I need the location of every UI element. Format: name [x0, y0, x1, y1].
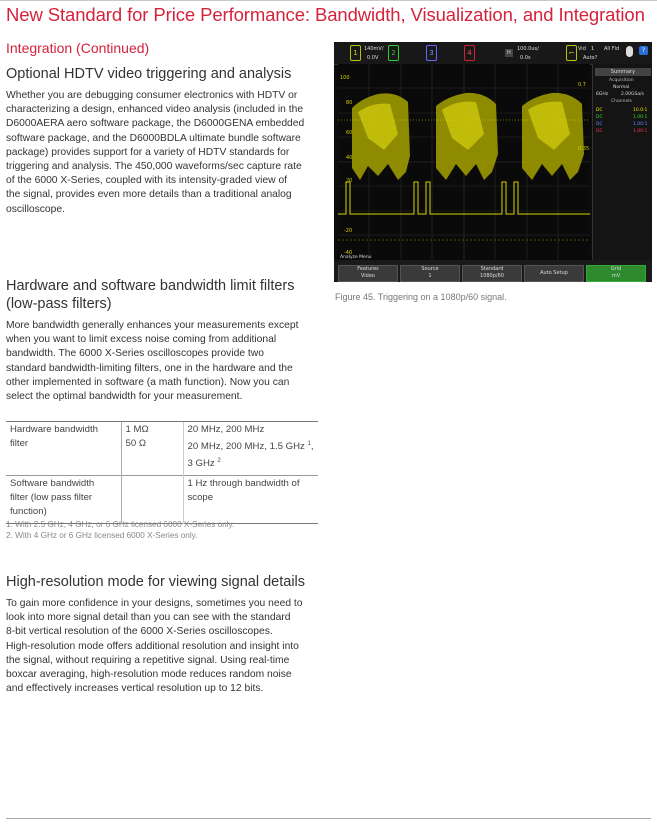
- table-cell: Hardware bandwidth filter: [6, 422, 121, 476]
- footnote: 2. With 4 GHz or 6 GHz licensed 6000 X-Series only.: [6, 531, 198, 540]
- trigger-channel: 1: [591, 46, 595, 52]
- y-tick: 60: [346, 130, 353, 136]
- ch-probe: 10.0:1: [633, 108, 648, 113]
- ch-coupling: DC: [596, 115, 603, 120]
- softkey-auto-setup: Auto Setup: [524, 265, 584, 282]
- text-line: bandwidth. The 6000 X-Series oscilloscopes provide two: [6, 348, 264, 360]
- table-cell: 1 MΩ 50 Ω: [121, 422, 183, 476]
- text-line: of the 6000 X-Series, coupled with its intensity-graded view of: [6, 175, 288, 187]
- top-rule: [0, 0, 657, 1]
- channel-4-box: 4: [464, 45, 475, 61]
- text-line: triggering and analysis. The 450,000 waveforms/sec capture rate: [6, 161, 302, 173]
- channel-1-box: 1: [350, 45, 361, 61]
- footnote: 1. With 2.5 GHz, 4 GHz, or 6 GHz licensed 6000 X-Series only.: [6, 520, 235, 529]
- heading-line: (low-pass filters): [6, 296, 112, 312]
- marker-label: 0.35: [578, 146, 590, 152]
- hires-heading: High-resolution mode for viewing signal details: [6, 574, 306, 590]
- y-tick: 40: [346, 155, 353, 161]
- ch-coupling: DC: [596, 122, 603, 127]
- acq-label: Acquisition: [609, 78, 634, 83]
- scope-side-panel: [592, 64, 652, 260]
- y-tick: 80: [346, 100, 353, 106]
- trigger-source: Vid: [578, 46, 586, 52]
- softkey-grid: Grid mV: [586, 265, 646, 282]
- acq-state: All Fld: [604, 46, 620, 52]
- table-cell: Software bandwidth filter (low pass filter function): [6, 476, 121, 524]
- ch-probe: 1.00:1: [633, 122, 648, 127]
- scope-top-bar: [334, 42, 652, 65]
- table-row: [6, 422, 318, 476]
- summary-button: Summary: [595, 68, 651, 76]
- bw-value: 6GHz: [596, 92, 609, 97]
- ch-coupling: DC: [596, 108, 603, 113]
- text-line: oscilloscope.: [6, 203, 65, 215]
- table-row: [6, 476, 318, 524]
- trigger-mode: Auto?: [583, 55, 598, 61]
- text-line: 8-bit vertical resolution of the 6000 X-Series oscilloscopes.: [6, 626, 273, 638]
- text-line: and effectively increases vertical resolution up to 12 bits.: [6, 683, 264, 695]
- help-icon: ?: [639, 46, 648, 55]
- footnotes: [6, 519, 234, 541]
- text-line: other implemented in software (a math function). Now you can: [6, 376, 290, 388]
- text-line: package) provides support for a variety of HDTV standards for: [6, 146, 290, 158]
- text-line: the signal, without requiring a repetitive signal. Using real-time: [6, 654, 290, 666]
- bottom-rule: [6, 818, 651, 819]
- acq-mode: Normal: [613, 85, 630, 90]
- scope-softkeys: [334, 260, 652, 282]
- text-line: select the optimal bandwidth for your measurement.: [6, 391, 243, 403]
- bandwidth-filter-table: [6, 421, 318, 524]
- microphone-icon: [626, 46, 633, 57]
- table-cell: 1 Hz through bandwidth of scope: [183, 476, 318, 524]
- srate-value: 2.00GSa/s: [621, 92, 644, 97]
- bandwidth-paragraph: [6, 319, 318, 404]
- y-tick: -40: [344, 250, 353, 256]
- ch-probe: 1.00:1: [633, 129, 648, 134]
- channel-2-box: 2: [388, 45, 399, 61]
- text-line: characterizing a design, enhanced video analysis (included in the: [6, 104, 304, 116]
- y-tick: 20: [346, 178, 353, 184]
- ch-probe: 1.00:1: [633, 115, 648, 120]
- softkey-features: Features Video: [338, 265, 398, 282]
- ch1-offset: 0.0V: [367, 55, 379, 61]
- text-line: Whether you are debugging consumer electronics with HDTV or: [6, 90, 298, 101]
- text-line: software package, and the D6000BDLA ultimate bundle software: [6, 132, 301, 144]
- figure-caption: Figure 45. Triggering on a 1080p/60 signal.: [335, 292, 507, 302]
- hdtv-heading: Optional HDTV video triggering and analysis: [6, 66, 292, 82]
- y-tick: -20: [344, 228, 353, 234]
- hires-paragraph: [6, 597, 318, 696]
- ch-coupling: DC: [596, 129, 603, 134]
- softkey-standard: Standard 1080p/60: [462, 265, 522, 282]
- delay: 0.0s: [520, 55, 531, 61]
- trigger-icon: ⌐: [566, 45, 577, 61]
- ch1-scale: 140mV/: [364, 46, 384, 52]
- text-line: More bandwidth generally enhances your measurements except: [6, 320, 299, 331]
- page-title: New Standard for Price Performance: Bandwidth, Visualization, and Integration: [6, 4, 645, 25]
- y-tick: 100: [340, 75, 350, 81]
- text-line: boxcar averaging, high-resolution mode reduces random noise: [6, 669, 292, 681]
- table-cell: 20 MHz, 200 MHz 20 MHz, 200 MHz, 1.5 GHz $^1$, 3 GHz $^2$: [183, 422, 318, 476]
- channel-3-box: 3: [426, 45, 437, 61]
- text-line: High-resolution mode offers additional resolution and insight into: [6, 640, 299, 652]
- menu-title: Analyze Menu: [340, 255, 372, 260]
- channels-label: Channels: [611, 99, 632, 104]
- marker-label: 0.7: [578, 82, 586, 88]
- text-line: the signal, provides even more details than a traditional analog: [6, 189, 292, 201]
- softkey-source: Source 1: [400, 265, 460, 282]
- text-line: D6000AERA aero software package, the D6000GENA embedded: [6, 118, 305, 130]
- oscilloscope-screenshot: [334, 42, 652, 282]
- table-cell: [121, 476, 183, 524]
- scope-plot: [338, 64, 590, 260]
- bandwidth-heading: [6, 277, 295, 313]
- timebase: 100.0us/: [517, 46, 539, 52]
- section-label: Integration (Continued): [6, 40, 150, 56]
- text-line: look into more signal detail than you can see with the standard: [6, 612, 291, 624]
- text-line: standard bandwidth-limiting filters, one in the hardware and the: [6, 362, 293, 374]
- text-line: To gain more confidence in your designs, sometimes you need to: [6, 598, 303, 609]
- h-label: H: [507, 50, 511, 56]
- text-line: when you want to limit excess noise coming from additional: [6, 334, 277, 346]
- hdtv-paragraph: [6, 89, 318, 217]
- heading-line: Hardware and software bandwidth limit filters: [6, 278, 295, 294]
